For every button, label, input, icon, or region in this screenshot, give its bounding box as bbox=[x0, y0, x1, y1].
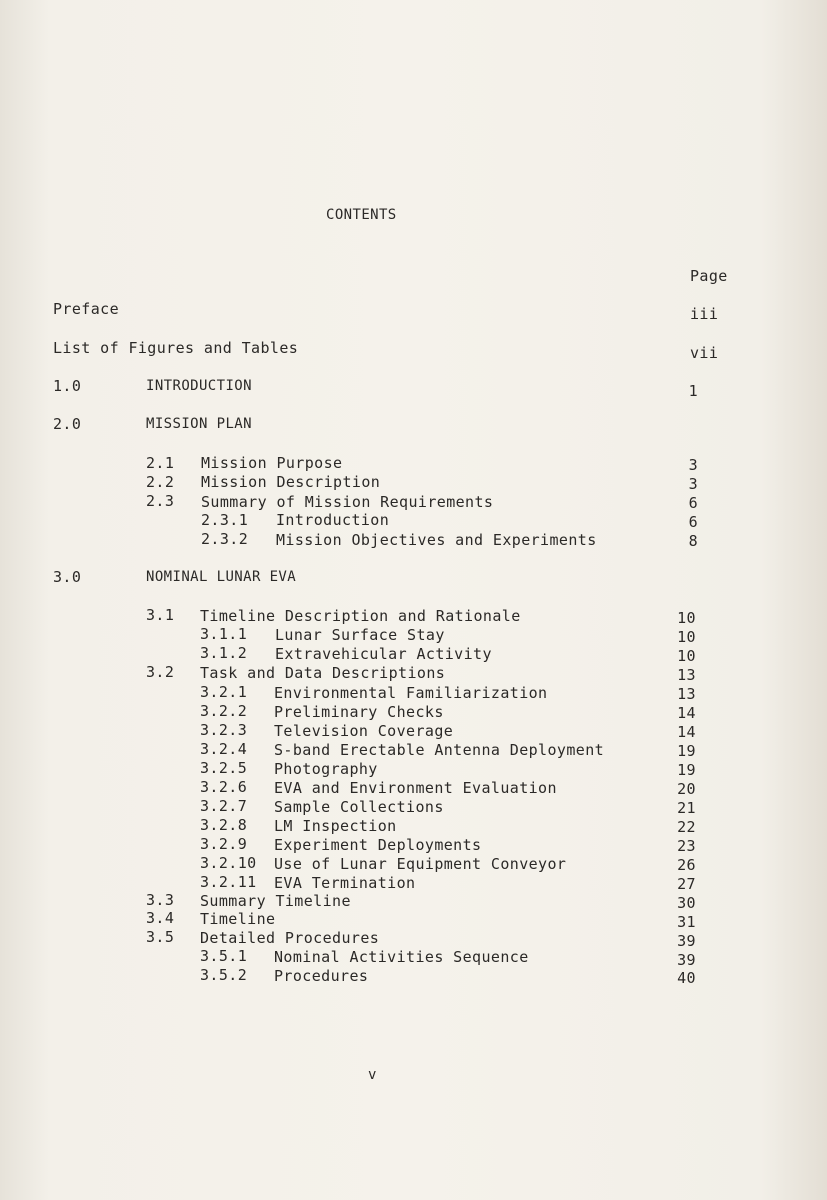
toc-label: Preliminary Checks bbox=[274, 703, 444, 721]
toc-number: 3.2.3 bbox=[200, 721, 248, 739]
toc-label: LM Inspection bbox=[274, 817, 397, 835]
toc-label: Nominal Activities Sequence bbox=[274, 948, 529, 966]
toc-label: Environmental Familiarization bbox=[274, 684, 548, 702]
contents-title: CONTENTS bbox=[326, 207, 397, 223]
toc-page: 27 bbox=[677, 875, 696, 893]
toc-page: 3 bbox=[688, 475, 698, 493]
toc-page: 19 bbox=[677, 761, 696, 779]
toc-number: 2.3.1 bbox=[201, 511, 249, 529]
toc-page: 13 bbox=[677, 685, 696, 703]
toc-number: 3.2.1 bbox=[200, 683, 248, 701]
toc-label-preface: Preface bbox=[53, 300, 120, 318]
toc-number: 3.5.1 bbox=[200, 947, 248, 965]
toc-number: 3.2.4 bbox=[200, 740, 248, 758]
toc-number: 2.0 bbox=[53, 415, 82, 433]
toc-page: 39 bbox=[677, 951, 696, 969]
toc-page: 1 bbox=[688, 382, 698, 400]
toc-page: 8 bbox=[688, 532, 698, 550]
toc-page: 21 bbox=[677, 799, 696, 817]
toc-number: 3.2.6 bbox=[200, 778, 248, 796]
toc-label: Procedures bbox=[274, 967, 369, 985]
toc-page: 14 bbox=[677, 704, 696, 722]
toc-page-figures: vii bbox=[690, 344, 719, 362]
toc-page: 10 bbox=[677, 628, 696, 646]
toc-label: Television Coverage bbox=[274, 722, 454, 740]
toc-number: 3.2.10 bbox=[200, 854, 257, 872]
toc-label: Use of Lunar Equipment Conveyor bbox=[274, 855, 567, 873]
toc-number: 2.2 bbox=[146, 473, 175, 491]
toc-page: 3 bbox=[688, 456, 698, 474]
toc-label: Sample Collections bbox=[274, 798, 444, 816]
toc-number: 3.0 bbox=[53, 568, 82, 586]
toc-page: 30 bbox=[677, 894, 696, 912]
toc-page: 19 bbox=[677, 742, 696, 760]
toc-number: 3.2.2 bbox=[200, 702, 248, 720]
toc-page: 14 bbox=[677, 723, 696, 741]
toc-page: 26 bbox=[677, 856, 696, 874]
toc-page: 20 bbox=[677, 780, 696, 798]
toc-number: 3.3 bbox=[146, 891, 175, 909]
toc-label: NOMINAL LUNAR EVA bbox=[146, 569, 297, 585]
toc-label: Detailed Procedures bbox=[200, 929, 380, 947]
toc-label: MISSION PLAN bbox=[146, 416, 252, 432]
toc-label: INTRODUCTION bbox=[146, 378, 252, 394]
toc-number: 1.0 bbox=[53, 377, 82, 395]
toc-label: Experiment Deployments bbox=[274, 836, 482, 854]
toc-label: Timeline bbox=[200, 910, 276, 928]
toc-number: 2.1 bbox=[146, 454, 175, 472]
toc-page: 10 bbox=[677, 647, 696, 665]
page-column-header: Page bbox=[690, 267, 728, 285]
toc-label: Summary Timeline bbox=[200, 892, 351, 910]
toc-label: EVA Termination bbox=[274, 874, 416, 892]
toc-number: 3.2.7 bbox=[200, 797, 248, 815]
toc-number: 3.1 bbox=[146, 606, 175, 624]
toc-page: 39 bbox=[677, 932, 696, 950]
toc-page-preface: iii bbox=[690, 305, 719, 323]
toc-page: 23 bbox=[677, 837, 696, 855]
toc-number: 3.2 bbox=[146, 663, 175, 681]
toc-number: 3.2.5 bbox=[200, 759, 248, 777]
toc-number: 3.2.11 bbox=[200, 873, 257, 891]
toc-label: Photography bbox=[274, 760, 378, 778]
toc-page: 6 bbox=[688, 513, 698, 531]
toc-number: 3.5.2 bbox=[200, 966, 248, 984]
toc-label: Mission Description bbox=[201, 473, 381, 491]
toc-label-figures: List of Figures and Tables bbox=[53, 339, 299, 357]
toc-label: Lunar Surface Stay bbox=[275, 626, 445, 644]
toc-label: Mission Purpose bbox=[201, 454, 343, 472]
toc-label: Introduction bbox=[276, 511, 390, 529]
toc-page: 6 bbox=[688, 494, 698, 512]
toc-label: Timeline Description and Rationale bbox=[200, 607, 521, 625]
toc-number: 3.2.8 bbox=[200, 816, 248, 834]
toc-number: 2.3.2 bbox=[201, 530, 249, 548]
toc-number: 3.2.9 bbox=[200, 835, 248, 853]
toc-page: 10 bbox=[677, 609, 696, 627]
toc-label: Mission Objectives and Experiments bbox=[276, 531, 597, 549]
toc-number: 3.1.1 bbox=[200, 625, 248, 643]
page-number: v bbox=[368, 1067, 377, 1083]
toc-page: 40 bbox=[677, 969, 696, 987]
toc-label: Task and Data Descriptions bbox=[200, 664, 446, 682]
toc-page: 13 bbox=[677, 666, 696, 684]
toc-label: EVA and Environment Evaluation bbox=[274, 779, 557, 797]
toc-label: Summary of Mission Requirements bbox=[201, 493, 494, 511]
toc-number: 3.5 bbox=[146, 928, 175, 946]
toc-number: 2.3 bbox=[146, 492, 175, 510]
toc-number: 3.4 bbox=[146, 909, 175, 927]
toc-label: Extravehicular Activity bbox=[275, 645, 492, 663]
toc-label: S-band Erectable Antenna Deployment bbox=[274, 741, 605, 759]
toc-page: 31 bbox=[677, 913, 696, 931]
toc-page: 22 bbox=[677, 818, 696, 836]
toc-number: 3.1.2 bbox=[200, 644, 248, 662]
